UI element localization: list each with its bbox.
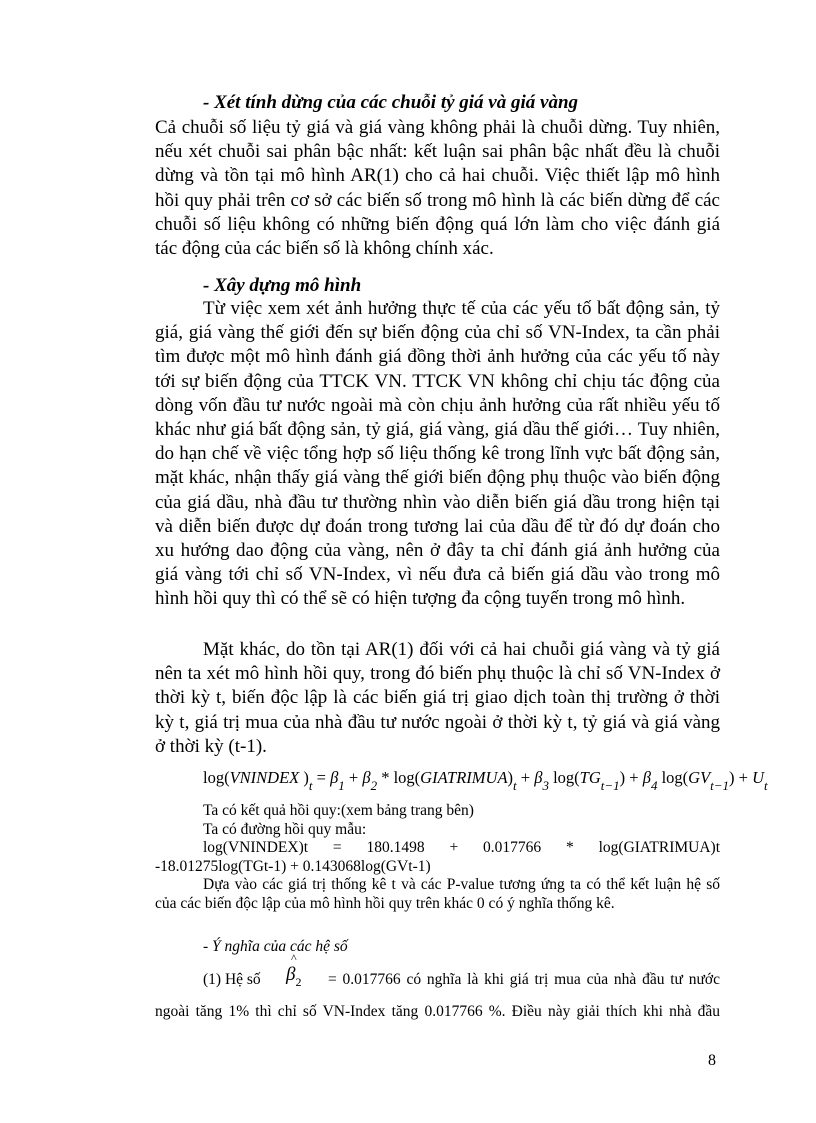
paragraph-model-2: Mặt khác, do tồn tại AR(1) đối với cả hai chuỗi giá vàng và tỷ giá nên ta xét mô hình hồi quy, trong đó biến phụ thuộc là chỉ số VN-Index ở thời kỳ t, biến độc lập là các biến giá trị giao dịch toàn thị trường ở thời kỳ t, giá trị mua của nhà đầu tư nước ngoài ở thời kỳ t, tỷ giá và giá vàng ở thời kỳ (t-1).	[155, 639, 720, 757]
item1-continuation: ngoài tăng 1% thì chỉ số VN-Index tăng 0.017766 %. Điều này giải thích khi nhà đầu	[155, 1003, 720, 1020]
heading-stationarity: - Xét tính dừng của các chuỗi tỷ giá và giá vàng	[203, 92, 579, 113]
heading-model: - Xây dựng mô hình	[203, 275, 362, 296]
item1-suffix: = 0.017766 có nghĩa là khi giá trị mua của nhà đầu tư nước	[328, 971, 720, 988]
item1-prefix: (1) Hệ số	[203, 971, 261, 988]
regression-results	[155, 802, 720, 914]
page-number: 8	[708, 1052, 716, 1069]
regression-equation: log(VNINDEX )$_t = \beta_1 + \beta_2$ * $\log(GIATRIMUA)_t + \beta_3$ $\log(TG_{t-1}) + \beta_4$ $\log(GV_{t-1}) + U_t$	[203, 768, 768, 793]
results-line-5: Dựa vào các giá trị thống kê t và các P-value tương ứng ta có thể kết luận hệ số của các biến độc lập của mô hình hồi quy trên khác 0 có ý nghĩa thống kê.	[155, 876, 720, 912]
beta2-hat-symbol: ^ $\beta_2$	[286, 951, 302, 989]
results-line-4: -18.01275log(TGt-1) + 0.143068log(GVt-1)	[155, 857, 431, 875]
paragraph-model-1: Từ việc xem xét ảnh hưởng thực tế của các yếu tố bất động sản, tỷ giá, giá vàng thế giới đến sự biến động của chỉ số VN-Index, ta cần phải tìm được một mô hình đánh giá đồng thời ảnh hưởng của các yếu tố này tới sự biến động của TTCK VN. TTCK VN không chỉ chịu tác động của dòng vốn đầu tư nước ngoài mà còn chịu ảnh hưởng của rất nhiều yếu tố khác như giá bất động sản, tỷ giá, giá vàng, giá dầu thế giới… Tuy nhiên, do hạn chế về việc tổng hợp số liệu thống kê trong lĩnh vực bất động sản, mặt khác, nhận thấy giá vàng thế giới biến động phụ thuộc vào biến động của giá dầu, nhà đầu tư thường nhìn vào diễn biến giá dầu trong hiện tại và diễn biến được dự đoán trong tương lai của dầu để từ đó dự đoán cho xu hướng dao động của vàng, nên ở đây ta chỉ đánh giá ảnh hưởng của giá vàng tới chỉ số VN-Index, vì nếu đưa cả biến giá dầu vào trong mô hình hồi quy thì có thể sẽ có hiện tượng đa cộng tuyến trong mô hình.	[155, 298, 720, 610]
results-line-3: log(VNINDEX)t = 180.1498 + 0.017766 * log(GIATRIMUA)t	[203, 839, 720, 857]
paragraph-stationarity: Cả chuỗi số liệu tỷ giá và giá vàng không phải là chuỗi dừng. Tuy nhiên, nếu xét chuỗi sai phân bậc nhất: kết luận sai phân bậc nhất đều là chuỗi dừng và tồn tại mô hình AR(1) cho cả hai chuỗi. Việc thiết lập mô hình hồi quy phải trên cơ sở các biến số trong mô hình là các biến dừng để các chuỗi số liệu không có những biến động quá lớn làm cho việc đánh giá tác động của các biến số là không chính xác.	[155, 117, 720, 260]
heading-meaning: - Ý nghĩa của các hệ số	[203, 938, 348, 955]
results-line-2: Ta có đường hồi quy mẫu:	[203, 820, 367, 838]
results-line-1: Ta có kết quả hồi quy:(xem bảng trang bên)	[203, 802, 474, 819]
